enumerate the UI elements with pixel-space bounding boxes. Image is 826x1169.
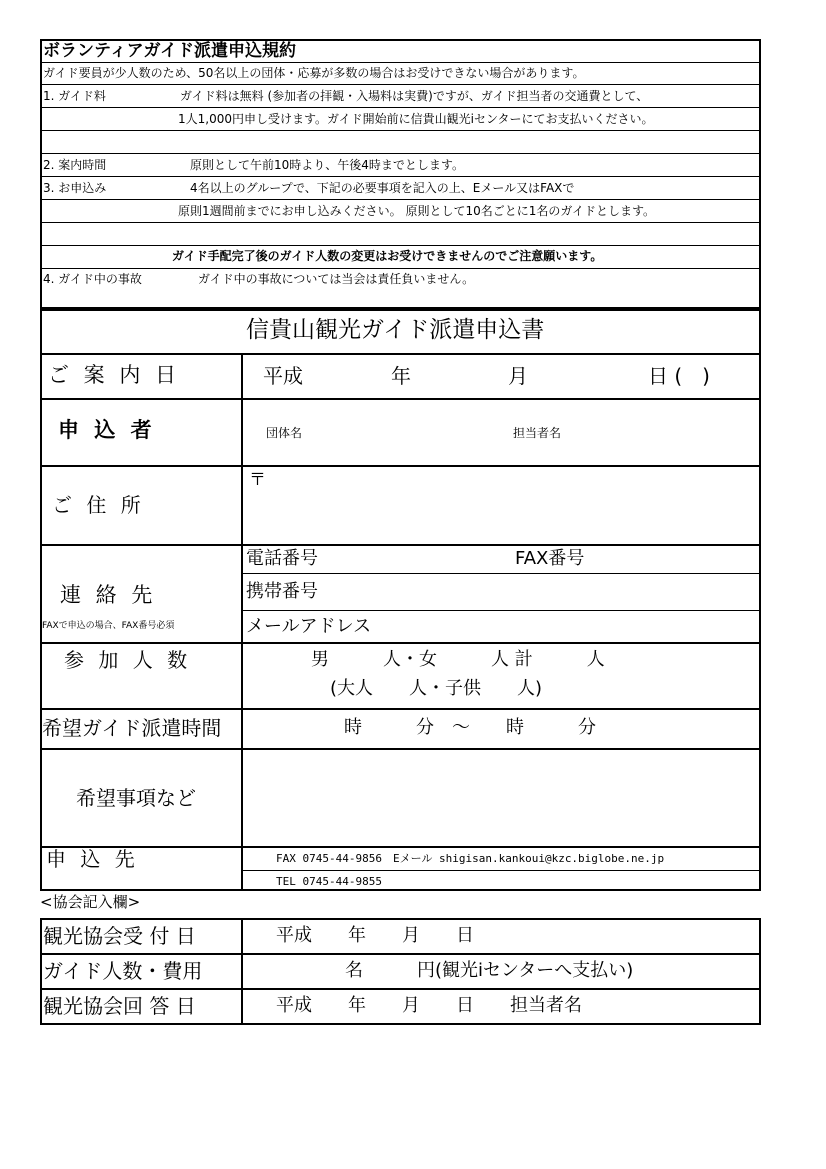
time-text: 原則として午前10時より、午後4時までとします。 [190,158,464,172]
destination-label: 申 込 先 [46,847,139,871]
guide-time-label: 希望ガイド派遣時間 [42,716,222,740]
mobile-label: 携帯番号 [246,581,318,602]
requests-field[interactable] [243,750,759,845]
destination-line-2: TEL 0745-44-9855 [276,875,382,888]
guides-fee-label: ガイド人数・費用 [43,959,203,983]
contact-label: 連 絡 先 [60,583,157,607]
notice-text: ガイド手配完了後のガイド人数の変更はお受けできませんのでご注意願います。 [172,249,603,263]
address-field[interactable] [243,467,759,543]
phone-field[interactable] [243,546,759,572]
address-label: ご 住 所 [52,493,145,517]
participants-label: 参 加 人 数 [64,648,192,672]
date-label: ご 案 内 日 [48,363,181,387]
accident-label: 4. ガイド中の事故 [43,272,142,286]
participants-line-1: 男 人・女 人 計 人 [311,649,605,670]
reply-date-field[interactable] [243,990,759,1023]
date-month: 月 [508,364,528,388]
rules-title: ボランティアガイド派遣申込規約 [43,41,296,61]
apply-text-2: 原則1週間前までにお申し込みください。 原則として10名ごとに1名のガイドとします。 [178,204,656,218]
form-title: 信貴山観光ガイド派遣申込書 [246,317,545,343]
received-date-label: 観光協会受 付 日 [43,924,196,948]
reply-date-value: 平成 年 月 日 担当者名 [276,995,582,1016]
mobile-field[interactable] [243,575,759,609]
applicant-field[interactable] [243,400,759,464]
postal-mark: 〒 [249,470,266,490]
date-field[interactable] [243,355,759,397]
fee-text-2: 1人1,000円申し受けます。ガイド開始前に信貴山観光iセンターにてお支払いください。 [178,112,654,126]
guides-fee-field[interactable] [243,955,759,987]
association-section-label: <協会記入欄> [40,893,141,911]
reply-date-label: 観光協会回 答 日 [43,994,196,1018]
contact-person-label: 担当者名 [513,426,562,440]
received-date-value: 平成 年 月 日 [276,925,474,946]
group-name-label: 団体名 [266,426,303,440]
date-era: 平成 [263,364,303,388]
contact-note: FAXで申込の場合、FAX番号必須 [42,621,175,631]
guide-time-field[interactable] [243,710,759,747]
fax-label: FAX番号 [515,548,585,569]
phone-label: 電話番号 [246,548,318,569]
fee-label: 1. ガイド料 [43,89,106,103]
participants-line-2: (大人 人・子供 人) [330,678,543,699]
rules-intro: ガイド要員が少人数のため、50名以上の団体・応募が多数の場合はお受けできない場合があります。 [43,66,585,80]
email-label: メールアドレス [246,616,372,637]
guide-time-line: 時 分 ～ 時 分 [344,717,596,738]
received-date-field[interactable] [243,920,759,952]
applicant-label: 申 込 者 [58,418,156,442]
participants-field[interactable] [243,644,759,707]
fee-text-1: ガイド料は無料 (参加者の拝観・入場料は実費)ですが、ガイド担当者の交通費として、 [180,89,649,103]
time-label: 2. 案内時間 [43,158,107,172]
apply-label: 3. お申込み [43,181,107,195]
date-year: 年 [391,364,411,388]
date-day: 日 ( ) [648,364,710,388]
email-field[interactable] [243,612,759,641]
guides-fee-value: 名 円(観光iセンターへ支払い) [345,960,634,981]
accident-text: ガイド中の事故については当会は責任負いません。 [198,272,475,286]
destination-line-1: FAX 0745-44-9856 Eメール shigisan.kankoui@kzc.biglobe.ne.jp [276,852,665,865]
requests-label: 希望事項など [76,786,196,810]
apply-text-1: 4名以上のグループで、下記の必要事項を記入の上、Eメール又はFAXで [190,181,575,195]
